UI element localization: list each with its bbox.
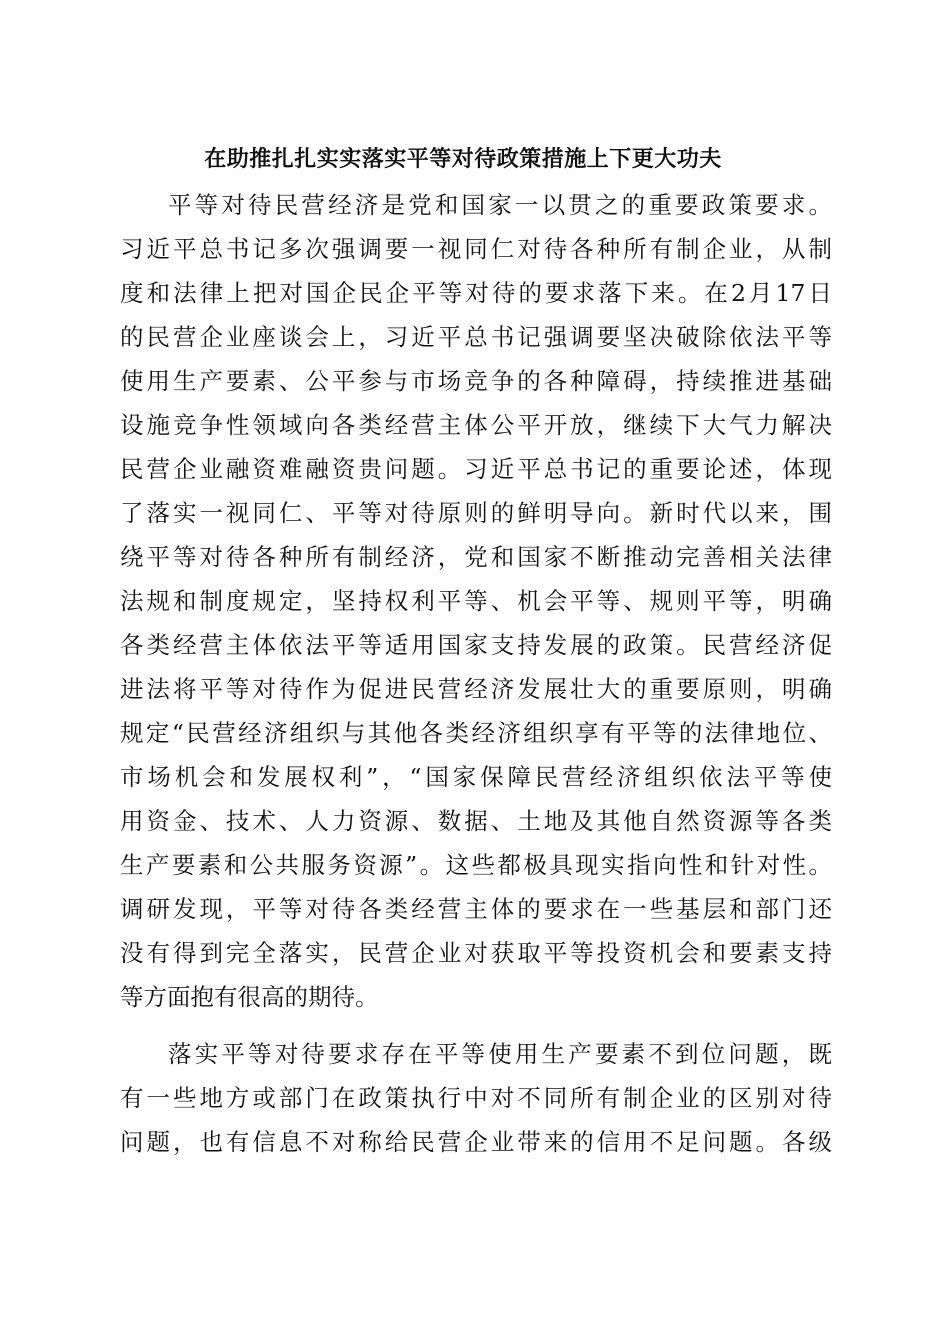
- paragraph-1-line-15: 用资金、技术、人力资源、数据、土地及其他自然资源等各类: [120, 807, 832, 835]
- paragraph-1-line-10: 法规和制度规定，坚持权利平等、机会平等、规则平等，明确: [120, 587, 832, 615]
- paragraph-1-line-9: 绕平等对待各种所有制经济，党和国家不断推动完善相关法律: [120, 543, 832, 571]
- paragraph-1-line-13: 规定“民营经济组织与其他各类经济组织享有平等的法律地位、: [120, 719, 832, 747]
- paragraph-1-line-19: 等方面抱有很高的期待。: [120, 983, 379, 1011]
- paragraph-1-line-4: 的民营企业座谈会上，习近平总书记强调要坚决破除依法平等: [120, 323, 832, 351]
- paragraph-1-line-12: 进法将平等对待作为促进民营经济发展壮大的重要原则，明确: [120, 675, 832, 703]
- paragraph-1-line-5: 使用生产要素、公平参与市场竞争的各种障碍，持续推进基础: [120, 367, 832, 395]
- paragraph-2-line-3: 问题，也有信息不对称给民营企业带来的信用不足问题。各级: [120, 1128, 832, 1156]
- paragraph-1-line-8: 了落实一视同仁、平等对待原则的鲜明导向。新时代以来，围: [120, 499, 832, 527]
- paragraph-1-line-1: 平等对待民营经济是党和国家一以贯之的重要政策要求。: [168, 191, 832, 219]
- paragraph-1-line-3: 度和法律上把对国企民企平等对待的要求落下来。在2月17日: [120, 279, 832, 307]
- paragraph-1-line-7: 民营企业融资难融资贵问题。习近平总书记的重要论述，体现: [120, 455, 832, 483]
- paragraph-1-line-17: 调研发现，平等对待各类经营主体的要求在一些基层和部门还: [120, 895, 832, 923]
- paragraph-1-line-2: 习近平总书记多次强调要一视同仁对待各种所有制企业，从制: [120, 235, 832, 263]
- paragraph-1-line-14: 市场机会和发展权利”，“国家保障民营经济组织依法平等使: [120, 763, 832, 791]
- paragraph-1-line-18: 没有得到完全落实，民营企业对获取平等投资机会和要素支持: [120, 939, 832, 967]
- paragraph-1-line-11: 各类经营主体依法平等适用国家支持发展的政策。民营经济促: [120, 631, 832, 659]
- document-title: 在助推扎扎实实落实平等对待政策措施上下更大功夫: [204, 147, 722, 172]
- paragraph-1-line-16: 生产要素和公共服务资源”。这些都极具现实指向性和针对性。: [120, 851, 832, 879]
- paragraph-2-line-2: 有一些地方或部门在政策执行中对不同所有制企业的区别对待: [120, 1084, 832, 1112]
- paragraph-2-line-1: 落实平等对待要求存在平等使用生产要素不到位问题，既: [168, 1040, 832, 1068]
- paragraph-1-line-6: 设施竞争性领域向各类经营主体公平开放，继续下大气力解决: [120, 411, 832, 439]
